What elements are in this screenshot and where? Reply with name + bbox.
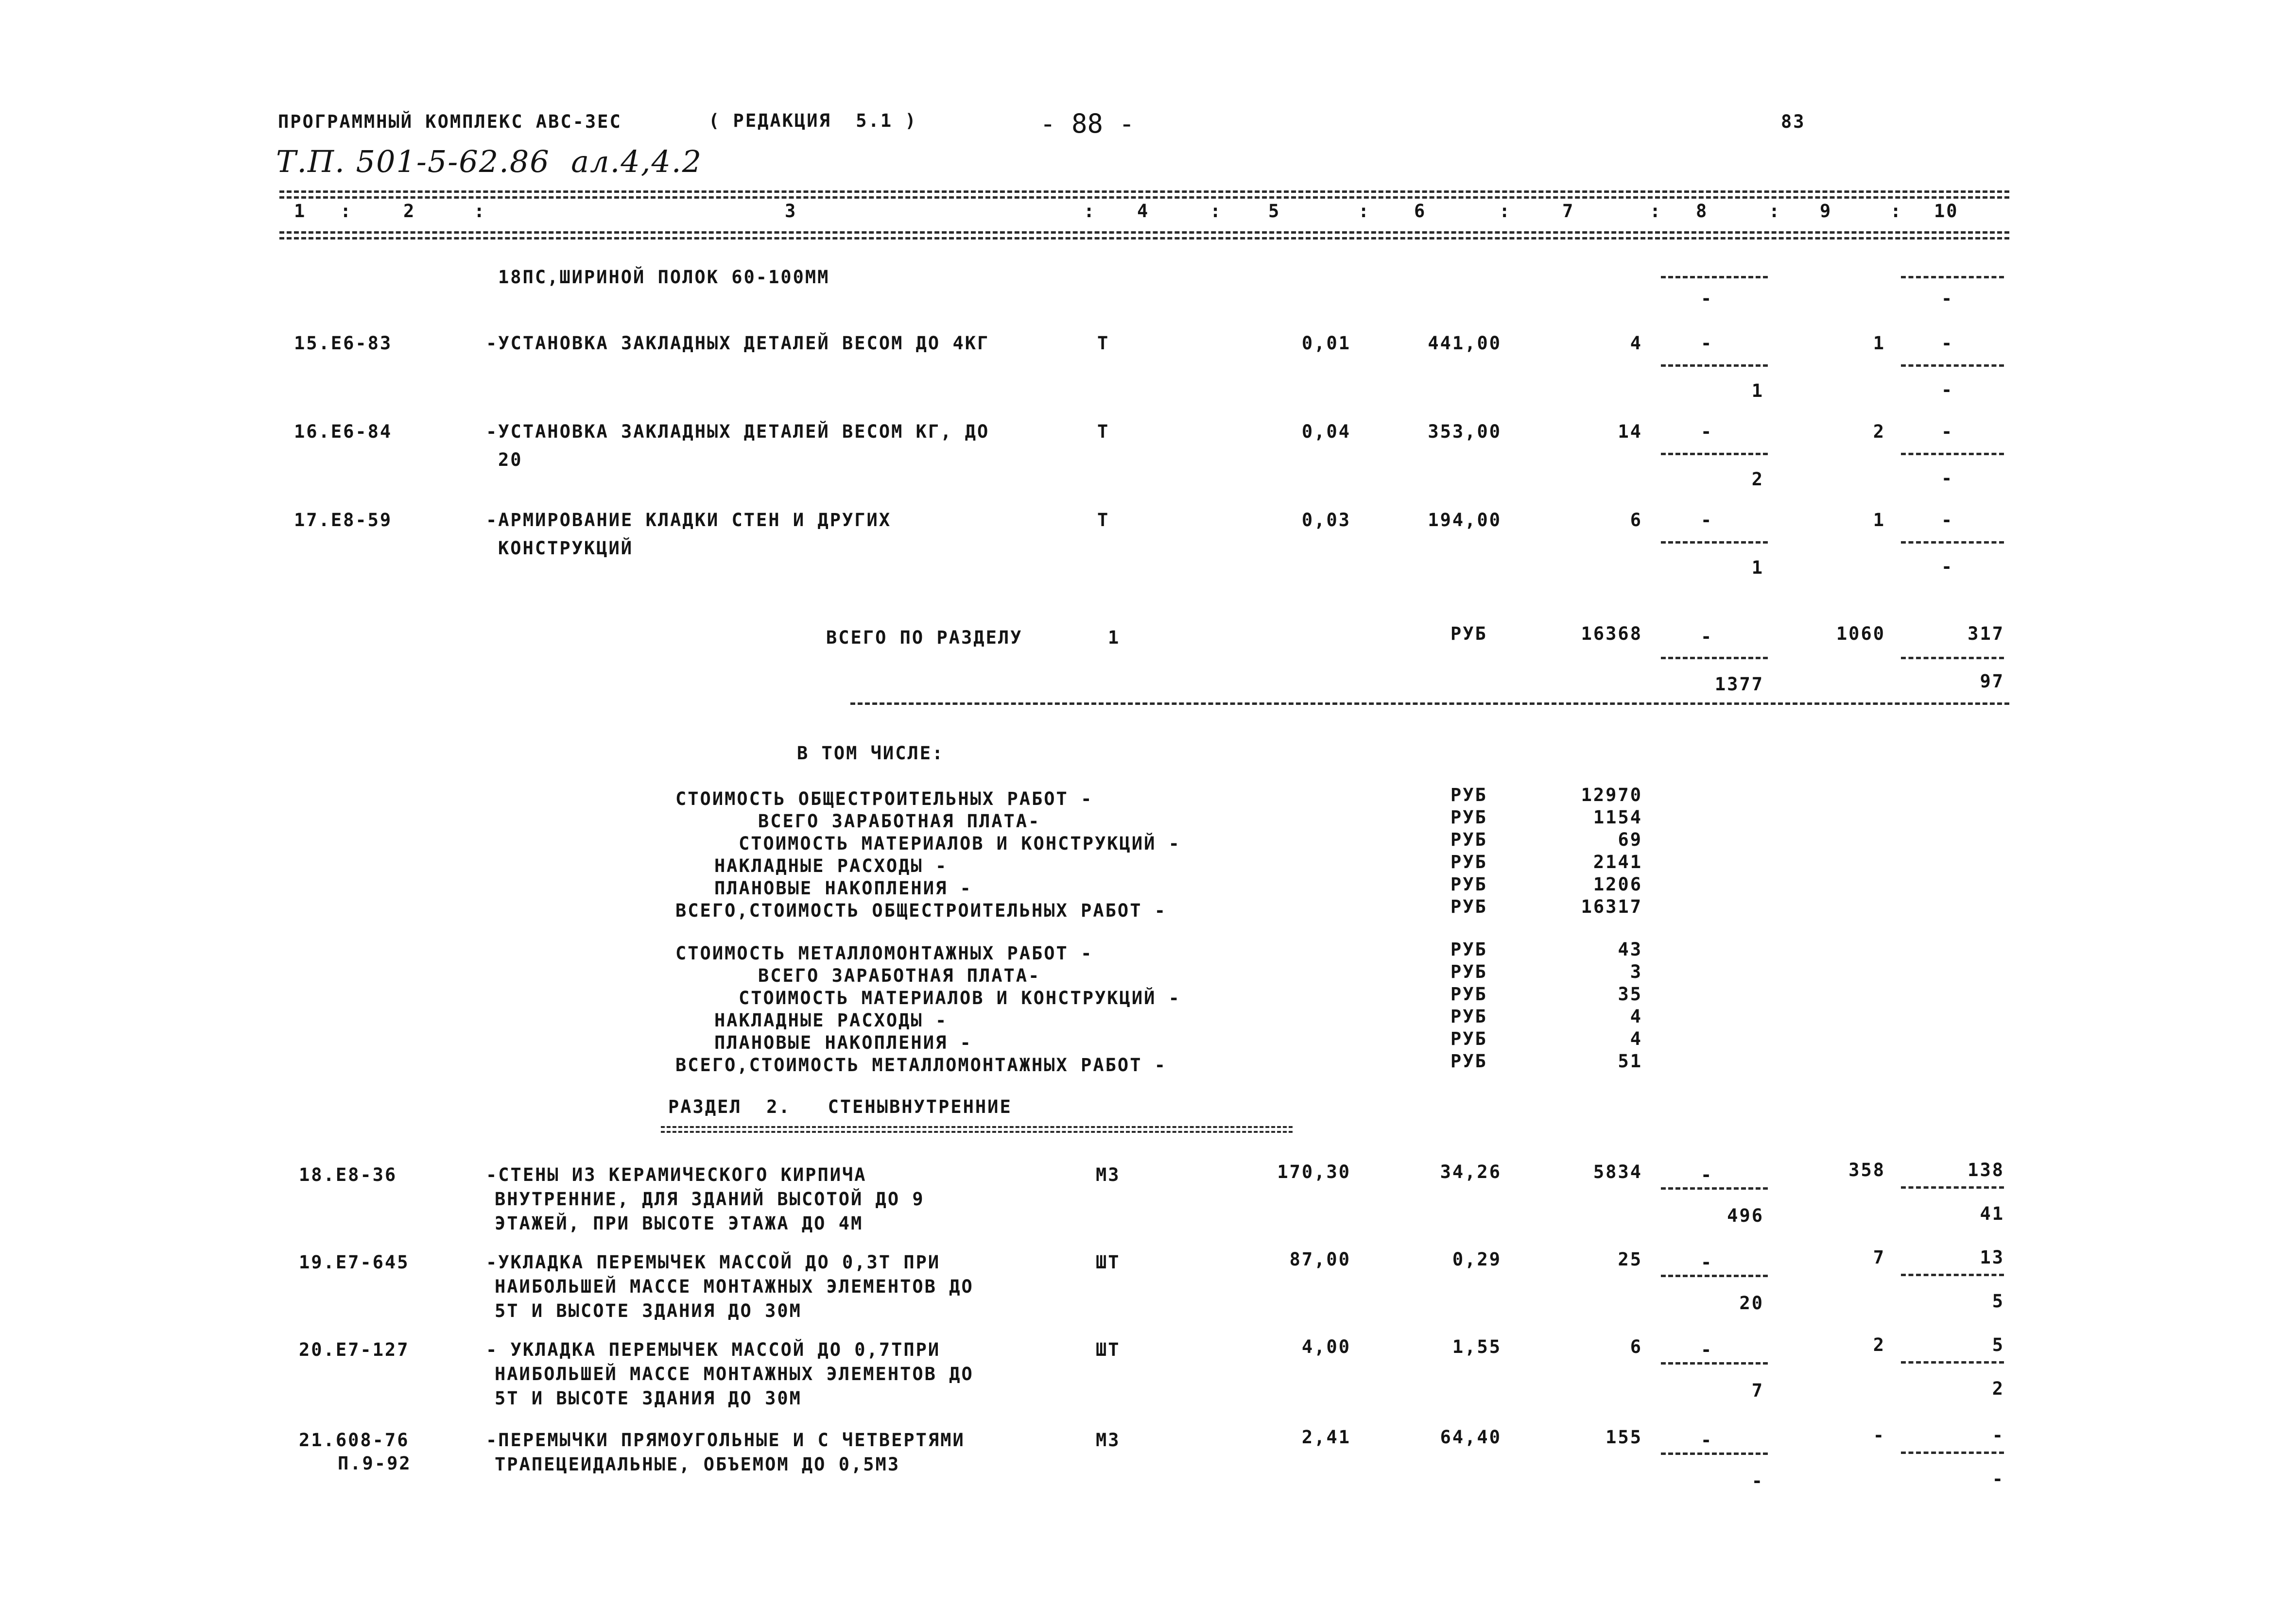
item-unit: ШТ <box>1096 1339 1121 1360</box>
item-description: -ПЕРЕМЫЧКИ ПРЯМОУГОЛЬНЫЕ И С ЧЕТВЕРТЯМИ <box>486 1430 965 1451</box>
item-unit: ШТ <box>1096 1252 1121 1273</box>
item-description-cont: ТРАПЕЦЕИДАЛЬНЫЕ, ОБЪЕМОМ ДО 0,5М3 <box>495 1454 900 1475</box>
item-c10-rule <box>1901 364 2004 367</box>
item-unit: М3 <box>1096 1430 1121 1451</box>
item-code-cont: П.9-92 <box>338 1453 412 1474</box>
column-separator: : <box>1210 201 1223 222</box>
item-total: 155 <box>1605 1427 1642 1448</box>
item-c8-bottom: 1 <box>1751 380 1764 401</box>
item-code: 16.Е6-84 <box>294 421 393 442</box>
item-description: -СТЕНЫ ИЗ КЕРАМИЧЕСКОГО КИРПИЧА <box>486 1164 867 1185</box>
item-c8-top: - <box>1701 1252 1713 1273</box>
item-description: -УСТАНОВКА ЗАКЛАДНЫХ ДЕТАЛЕЙ ВЕСОМ ДО 4КГ <box>486 333 990 354</box>
item-code: 20.Е7-127 <box>299 1339 410 1360</box>
summary-metal-unit: РУБ <box>1450 984 1487 1005</box>
summary-general-unit: РУБ <box>1450 896 1487 917</box>
item-c8-bottom: - <box>1751 1470 1764 1491</box>
item-total: 6 <box>1630 510 1642 530</box>
column-separator: : <box>1358 201 1371 222</box>
section-total-rule <box>850 702 2009 705</box>
header-rule-top <box>279 190 2009 193</box>
section-total-c8top: - <box>1701 626 1713 647</box>
item-c10-rule <box>1901 1186 2004 1189</box>
item-c10-rule <box>1901 1274 2004 1276</box>
item-c8-rule <box>1661 1452 1768 1455</box>
item-c10-bottom: - <box>1941 556 1954 577</box>
column-header-2: 2 <box>403 201 416 222</box>
page-number-right: 83 <box>1781 111 1806 132</box>
program-title: ПРОГРАММНЫЙ КОМПЛЕКС АВС-3ЕС <box>278 111 622 132</box>
column-separator: : <box>474 201 486 222</box>
section-total-num: 1 <box>1108 627 1121 648</box>
item-c10-rule <box>1901 1361 2004 1364</box>
handwritten-note: Т.П. 501-5-62.86 ал.4,4.2 <box>276 144 703 179</box>
item-c8-bottom: 2 <box>1751 469 1764 490</box>
summary-general-label: ВСЕГО,СТОИМОСТЬ ОБЩЕСТРОИТЕЛЬНЫХ РАБОТ - <box>675 900 1167 921</box>
section-total-c10-rule <box>1901 657 2004 659</box>
summary-metal-label: СТОИМОСТЬ МЕТАЛЛОМОНТАЖНЫХ РАБОТ - <box>675 943 1093 964</box>
summary-general-label: СТОИМОСТЬ МАТЕРИАЛОВ И КОНСТРУКЦИЙ - <box>739 833 1181 854</box>
summary-general-label: ПЛАНОВЫЕ НАКОПЛЕНИЯ - <box>714 878 972 899</box>
item-description-cont: НАИБОЛЬШЕЙ МАССЕ МОНТАЖНЫХ ЭЛЕМЕНТОВ ДО <box>495 1364 974 1384</box>
item-unit-price: 64,40 <box>1440 1427 1502 1448</box>
summary-general-value: 12970 <box>1581 785 1642 805</box>
item-total: 4 <box>1630 333 1642 354</box>
item-unit-price: 34,26 <box>1440 1162 1502 1182</box>
item-c8-rule <box>1661 453 1768 455</box>
section-total-c9: 1060 <box>1836 623 1885 644</box>
item-c10-bottom: 41 <box>1980 1203 2004 1224</box>
item-c10-bottom: - <box>1992 1469 2004 1489</box>
summary-general-label: ВСЕГО ЗАРАБОТНАЯ ПЛАТА- <box>758 811 1041 832</box>
item-c10-top: 5 <box>1992 1334 2004 1355</box>
summary-metal-value: 35 <box>1618 984 1642 1005</box>
item-unit: М3 <box>1096 1164 1121 1185</box>
item-unit: Т <box>1097 510 1110 530</box>
summary-metal-unit: РУБ <box>1450 1051 1487 1072</box>
item-description-cont: ЭТАЖЕЙ, ПРИ ВЫСОТЕ ЭТАЖА ДО 4М <box>495 1213 863 1234</box>
header-rule-bottom <box>279 231 2009 234</box>
summary-general-value: 2141 <box>1593 852 1642 872</box>
item-quantity: 4,00 <box>1301 1336 1351 1357</box>
item-c10-rule <box>1901 541 2004 544</box>
section-total-value: 16368 <box>1581 623 1642 644</box>
column-header-7: 7 <box>1562 201 1575 222</box>
item-quantity: 87,00 <box>1289 1249 1351 1270</box>
column-separator: : <box>1650 201 1662 222</box>
item-c8-rule <box>1661 1187 1768 1190</box>
item-description: - УКЛАДКА ПЕРЕМЫЧЕК МАССОЙ ДО 0,7ТПРИ <box>486 1339 941 1360</box>
item-c9: 358 <box>1848 1160 1885 1180</box>
item-quantity: 170,30 <box>1277 1162 1351 1182</box>
item-c8-rule <box>1661 1362 1768 1365</box>
column-header-3: 3 <box>785 201 797 222</box>
item-quantity: 0,03 <box>1301 510 1351 530</box>
note-c10: - <box>1941 288 1954 309</box>
summary-general-unit: РУБ <box>1450 852 1487 872</box>
item-description-cont: НАИБОЛЬШЕЙ МАССЕ МОНТАЖНЫХ ЭЛЕМЕНТОВ ДО <box>495 1276 974 1297</box>
note-line: 18ПС,ШИРИНОЙ ПОЛОК 60-100ММ <box>498 267 830 288</box>
summary-metal-unit: РУБ <box>1450 1028 1487 1049</box>
item-c10-bottom: - <box>1941 379 1954 400</box>
item-description-cont: КОНСТРУКЦИЙ <box>498 538 634 559</box>
section-total-c10top: 317 <box>1968 623 2004 644</box>
item-description-cont: 5Т И ВЫСОТЕ ЗДАНИЯ ДО 30М <box>495 1388 802 1409</box>
edition-label: ( РЕДАКЦИЯ 5.1 ) <box>708 110 917 131</box>
item-unit-price: 194,00 <box>1428 510 1502 530</box>
summary-general-label: СТОИМОСТЬ ОБЩЕСТРОИТЕЛЬНЫХ РАБОТ - <box>675 788 1093 809</box>
item-unit-price: 441,00 <box>1428 333 1502 354</box>
including-label: В ТОМ ЧИСЛЕ: <box>797 743 945 764</box>
item-total: 25 <box>1618 1249 1642 1270</box>
section-total-c8-rule <box>1661 657 1768 659</box>
item-c8-bottom: 496 <box>1727 1205 1764 1226</box>
item-unit: Т <box>1097 421 1110 442</box>
item-c8-top: - <box>1701 421 1713 442</box>
section-total-label: ВСЕГО ПО РАЗДЕЛУ <box>826 627 1023 648</box>
summary-metal-label: СТОИМОСТЬ МАТЕРИАЛОВ И КОНСТРУКЦИЙ - <box>739 988 1181 1008</box>
summary-metal-value: 4 <box>1630 1006 1642 1027</box>
item-quantity: 0,04 <box>1301 421 1351 442</box>
item-total: 6 <box>1630 1336 1642 1357</box>
summary-general-value: 16317 <box>1581 896 1642 917</box>
summary-metal-unit: РУБ <box>1450 1006 1487 1027</box>
item-quantity: 0,01 <box>1301 333 1351 354</box>
item-c10-rule <box>1901 1452 2004 1454</box>
item-c10-bottom: - <box>1941 468 1954 489</box>
summary-metal-value: 43 <box>1618 939 1642 960</box>
item-c10-top: 13 <box>1980 1247 2004 1268</box>
summary-metal-unit: РУБ <box>1450 939 1487 960</box>
item-c8-top: - <box>1701 510 1713 530</box>
item-c9: 2 <box>1873 421 1885 442</box>
summary-general-unit: РУБ <box>1450 874 1487 895</box>
item-quantity: 2,41 <box>1301 1427 1351 1448</box>
item-c9: - <box>1873 1425 1885 1446</box>
item-c10-top: - <box>1941 510 1954 530</box>
item-description-cont: 5Т И ВЫСОТЕ ЗДАНИЯ ДО 30М <box>495 1300 802 1321</box>
section2-underline <box>661 1126 1293 1133</box>
column-separator: : <box>1084 201 1096 222</box>
column-separator: : <box>1499 201 1512 222</box>
column-header-9: 9 <box>1820 201 1832 222</box>
item-description: -АРМИРОВАНИЕ КЛАДКИ СТЕН И ДРУГИХ <box>486 510 892 530</box>
page-number-center: - 88 - <box>1040 108 1135 139</box>
item-c8-rule <box>1661 364 1768 367</box>
item-c8-bottom: 1 <box>1751 557 1764 578</box>
item-code: 18.Е8-36 <box>299 1164 397 1185</box>
column-header-6: 6 <box>1414 201 1427 222</box>
item-unit: Т <box>1097 333 1110 354</box>
item-c8-rule <box>1661 1275 1768 1277</box>
item-unit-price: 353,00 <box>1428 421 1502 442</box>
item-description-cont: 20 <box>498 449 523 470</box>
item-c10-top: 138 <box>1968 1160 2004 1180</box>
summary-metal-value: 4 <box>1630 1028 1642 1049</box>
item-code: 21.608-76 <box>299 1430 410 1451</box>
column-separator: : <box>340 201 353 222</box>
summary-general-value: 1154 <box>1593 807 1642 828</box>
item-c8-top: - <box>1701 1430 1713 1451</box>
item-code: 15.Е6-83 <box>294 333 393 354</box>
item-unit-price: 1,55 <box>1452 1336 1502 1357</box>
column-header-5: 5 <box>1268 201 1281 222</box>
column-header-8: 8 <box>1696 201 1709 222</box>
header-rule-top2 <box>279 196 2009 199</box>
summary-metal-value: 51 <box>1618 1051 1642 1072</box>
column-header-10: 10 <box>1934 201 1959 222</box>
item-c9: 2 <box>1873 1334 1885 1355</box>
item-unit-price: 0,29 <box>1452 1249 1502 1270</box>
column-separator: : <box>1769 201 1781 222</box>
item-c10-top: - <box>1941 333 1954 354</box>
section2-title: РАЗДЕЛ 2. СТЕНЫВНУТРЕННИЕ <box>668 1096 1012 1117</box>
item-code: 17.Е8-59 <box>294 510 393 530</box>
summary-metal-label: ВСЕГО,СТОИМОСТЬ МЕТАЛЛОМОНТАЖНЫХ РАБОТ - <box>675 1055 1167 1076</box>
item-c10-rule <box>1901 453 2004 455</box>
item-c8-top: - <box>1701 1339 1713 1360</box>
summary-metal-label: НАКЛАДНЫЕ РАСХОДЫ - <box>714 1010 948 1031</box>
item-c8-rule <box>1661 541 1768 544</box>
item-description-cont: ВНУТРЕННИЕ, ДЛЯ ЗДАНИЙ ВЫСОТОЙ ДО 9 <box>495 1189 925 1210</box>
item-code: 19.Е7-645 <box>299 1252 410 1273</box>
section-total-unit: РУБ <box>1450 623 1487 644</box>
item-c9: 1 <box>1873 333 1885 354</box>
item-c8-top: - <box>1701 1164 1713 1185</box>
item-total: 5834 <box>1593 1162 1642 1182</box>
item-c8-top: - <box>1701 333 1713 354</box>
item-c9: 1 <box>1873 510 1885 530</box>
item-c10-top: - <box>1992 1425 2004 1446</box>
summary-metal-label: ВСЕГО ЗАРАБОТНАЯ ПЛАТА- <box>758 965 1041 986</box>
summary-metal-label: ПЛАНОВЫЕ НАКОПЛЕНИЯ - <box>714 1032 972 1053</box>
item-c10-top: - <box>1941 421 1954 442</box>
item-description: -УКЛАДКА ПЕРЕМЫЧЕК МАССОЙ ДО 0,3Т ПРИ <box>486 1252 941 1273</box>
summary-metal-unit: РУБ <box>1450 961 1487 982</box>
column-header-1: 1 <box>294 201 307 222</box>
section-total-c10bot: 97 <box>1980 671 2004 692</box>
item-description: -УСТАНОВКА ЗАКЛАДНЫХ ДЕТАЛЕЙ ВЕСОМ КГ, ДО <box>486 421 990 442</box>
section-total-c8bot: 1377 <box>1714 674 1764 695</box>
header-rule-bottom2 <box>279 237 2009 239</box>
summary-general-label: НАКЛАДНЫЕ РАСХОДЫ - <box>714 855 948 876</box>
summary-general-unit: РУБ <box>1450 785 1487 805</box>
item-c8-bottom: 20 <box>1739 1293 1764 1314</box>
note-rule-c8 <box>1661 276 1768 278</box>
item-c10-bottom: 2 <box>1992 1378 2004 1399</box>
summary-general-value: 1206 <box>1593 874 1642 895</box>
summary-general-unit: РУБ <box>1450 807 1487 828</box>
item-c8-bottom: 7 <box>1751 1380 1764 1401</box>
item-c10-bottom: 5 <box>1992 1291 2004 1312</box>
summary-general-unit: РУБ <box>1450 829 1487 850</box>
item-c9: 7 <box>1873 1247 1885 1268</box>
note-rule-c10 <box>1901 276 2004 278</box>
column-separator: : <box>1890 201 1903 222</box>
item-total: 14 <box>1618 421 1642 442</box>
column-header-4: 4 <box>1137 201 1150 222</box>
summary-general-value: 69 <box>1618 829 1642 850</box>
summary-metal-value: 3 <box>1630 961 1642 982</box>
note-c8: - <box>1701 288 1713 309</box>
